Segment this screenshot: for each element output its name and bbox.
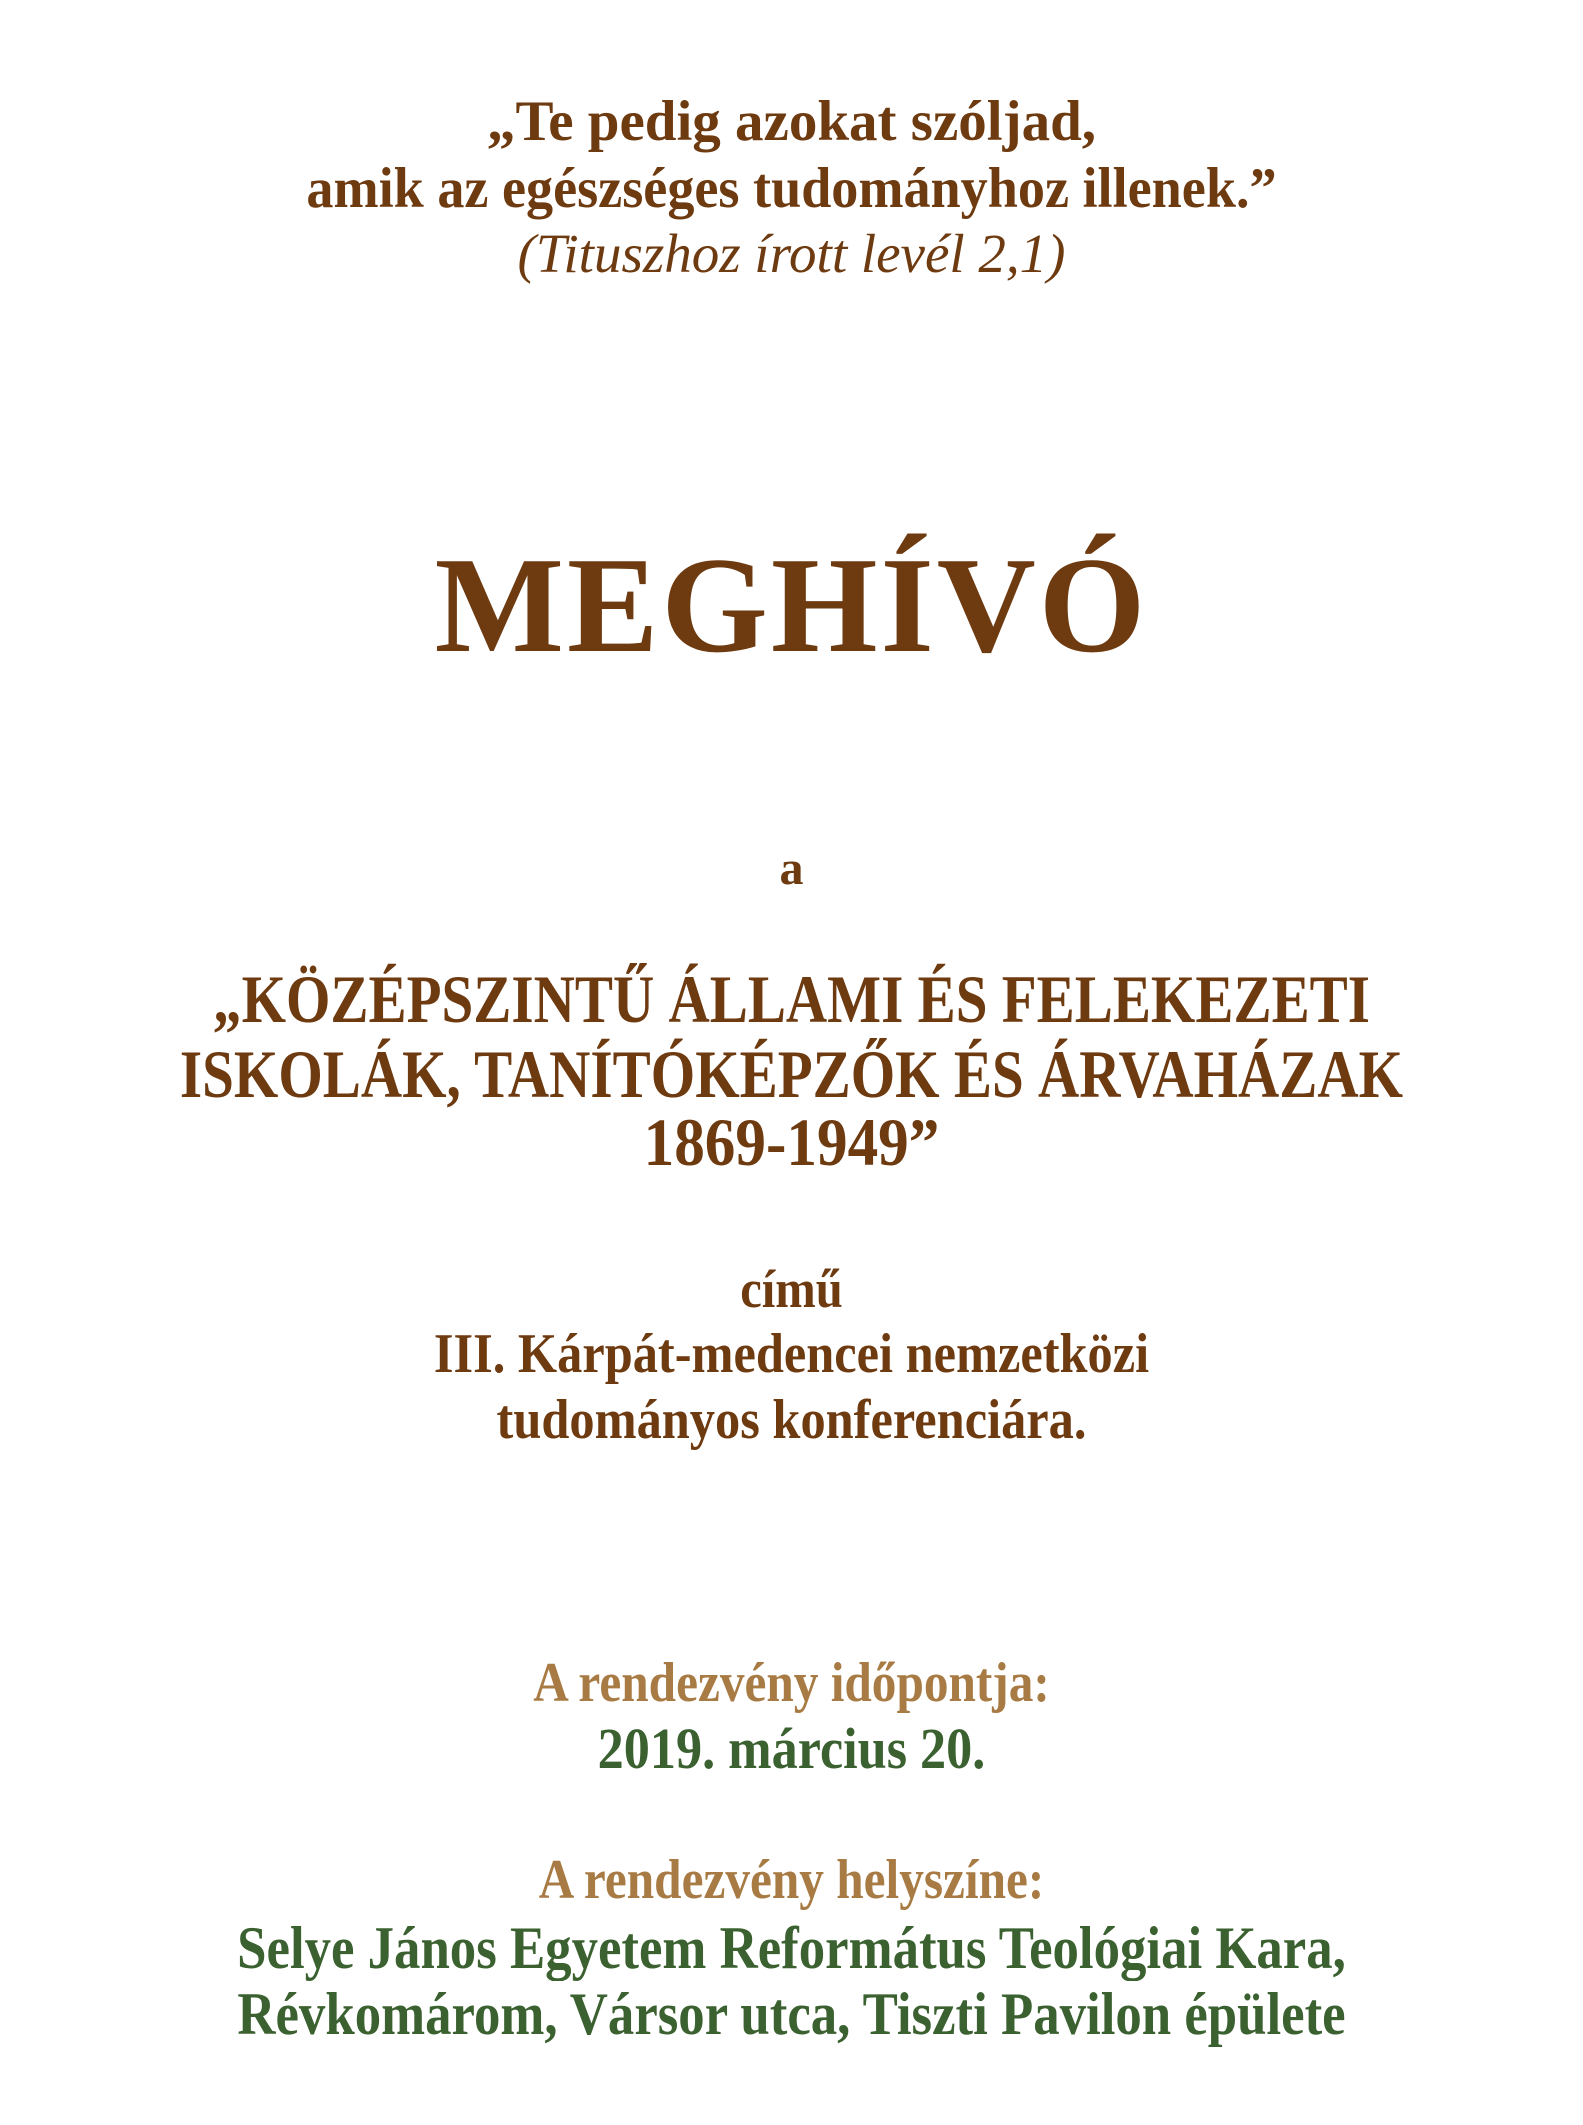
scripture-reference: (Tituszhoz írott levél 2,1) bbox=[517, 223, 1066, 284]
event-venue-label: A rendezvény helyszíne: bbox=[538, 1849, 1045, 1911]
scripture-quote-line-2: amik az egészséges tudományhoz illenek.” bbox=[306, 157, 1277, 220]
conference-title-line-3: 1869-1949” bbox=[643, 1104, 940, 1180]
event-venue-line-1: Selye János Egyetem Református Teológiai Kara, bbox=[237, 1915, 1346, 1981]
subtitle-line-2: III. Kárpát-medencei nemzetközi bbox=[433, 1323, 1150, 1385]
event-date-value: 2019. március 20. bbox=[597, 1716, 986, 1781]
event-date-label: A rendezvény időpontja: bbox=[533, 1652, 1050, 1714]
event-venue-line-2: Révkomárom, Vársor utca, Tiszti Pavilon épülete bbox=[237, 1981, 1346, 2047]
page-title: MEGHÍVÓ bbox=[434, 529, 1149, 681]
conference-title-line-1: „KÖZÉPSZINTŰ ÁLLAMI ÉS FELEKEZETI bbox=[213, 961, 1370, 1037]
conference-title-line-2: ISKOLÁK, TANÍTÓKÉPZŐK ÉS ÁRVAHÁZAK bbox=[179, 1036, 1404, 1112]
subtitle-line-1: című bbox=[740, 1259, 843, 1319]
article-word: a bbox=[779, 842, 804, 895]
subtitle-line-3: tudományos konferenciára. bbox=[496, 1389, 1087, 1451]
scripture-quote-line-1: „Te pedig azokat szóljad, bbox=[486, 90, 1097, 153]
